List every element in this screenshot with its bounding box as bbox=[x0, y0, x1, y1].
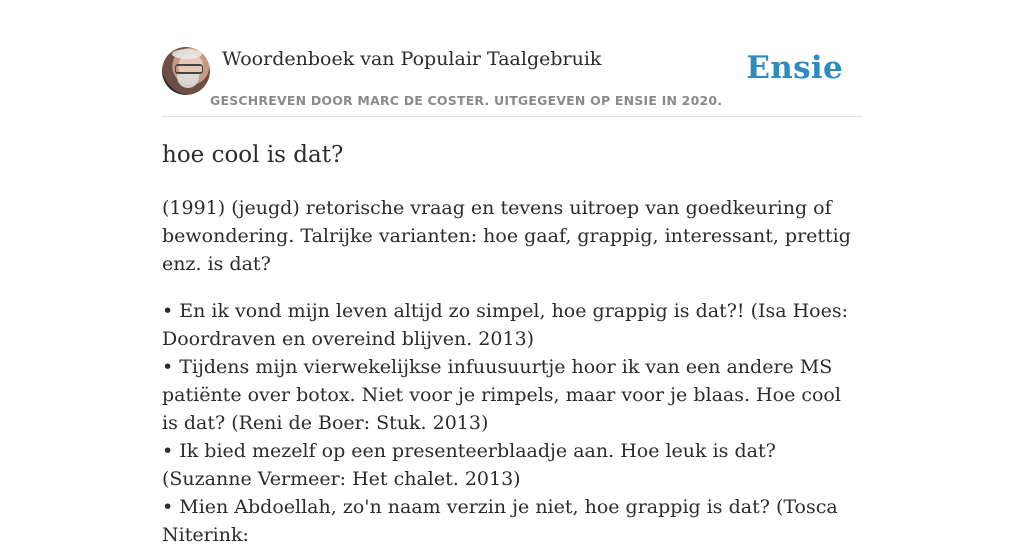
avatar-hair bbox=[172, 49, 202, 59]
avatar-glasses bbox=[175, 64, 203, 74]
example-item: • Mien Abdoellah, zo'n naam verzin je niet, hoe grappig is dat? (Tosca Niterink: bbox=[162, 496, 838, 546]
dictionary-title[interactable]: Woordenboek van Populair Taalgebruik bbox=[222, 48, 602, 70]
byline: GESCHREVEN DOOR MARC DE COSTER. UITGEGEVEN OP ENSIE IN 2020. bbox=[210, 93, 723, 108]
entry-definition: (1991) (jeugd) retorische vraag en tevens uitroep van goedkeuring of bewondering. Talrijke varianten: hoe gaaf, grappig, interessant, prettig enz. is dat? bbox=[162, 197, 851, 275]
example-item: • En ik vond mijn leven altijd zo simpel, hoe grappig is dat?! (Isa Hoes: Doordraven en overeind blijven. 2013) bbox=[162, 300, 849, 350]
example-item: • Ik bied mezelf op een presenteerblaadje aan. Hoe leuk is dat? (Suzanne Vermeer: Het chalet. 2013) bbox=[162, 440, 776, 490]
entry-content bbox=[162, 138, 862, 549]
page-header bbox=[162, 46, 862, 117]
entry-title: hoe cool is dat? bbox=[162, 142, 344, 168]
avatar-beard bbox=[177, 74, 199, 88]
ensie-logo[interactable]: Ensie bbox=[746, 50, 843, 86]
author-avatar[interactable] bbox=[162, 47, 210, 95]
examples-list bbox=[162, 297, 862, 549]
example-item: • Tijdens mijn vierwekelijkse infuusuurtje hoor ik van een andere MS patiënte over botox. Niet voor je rimpels, maar voor je blaas. Hoe cool is dat? (Reni de Boer: Stuk. 2013) bbox=[162, 356, 841, 434]
